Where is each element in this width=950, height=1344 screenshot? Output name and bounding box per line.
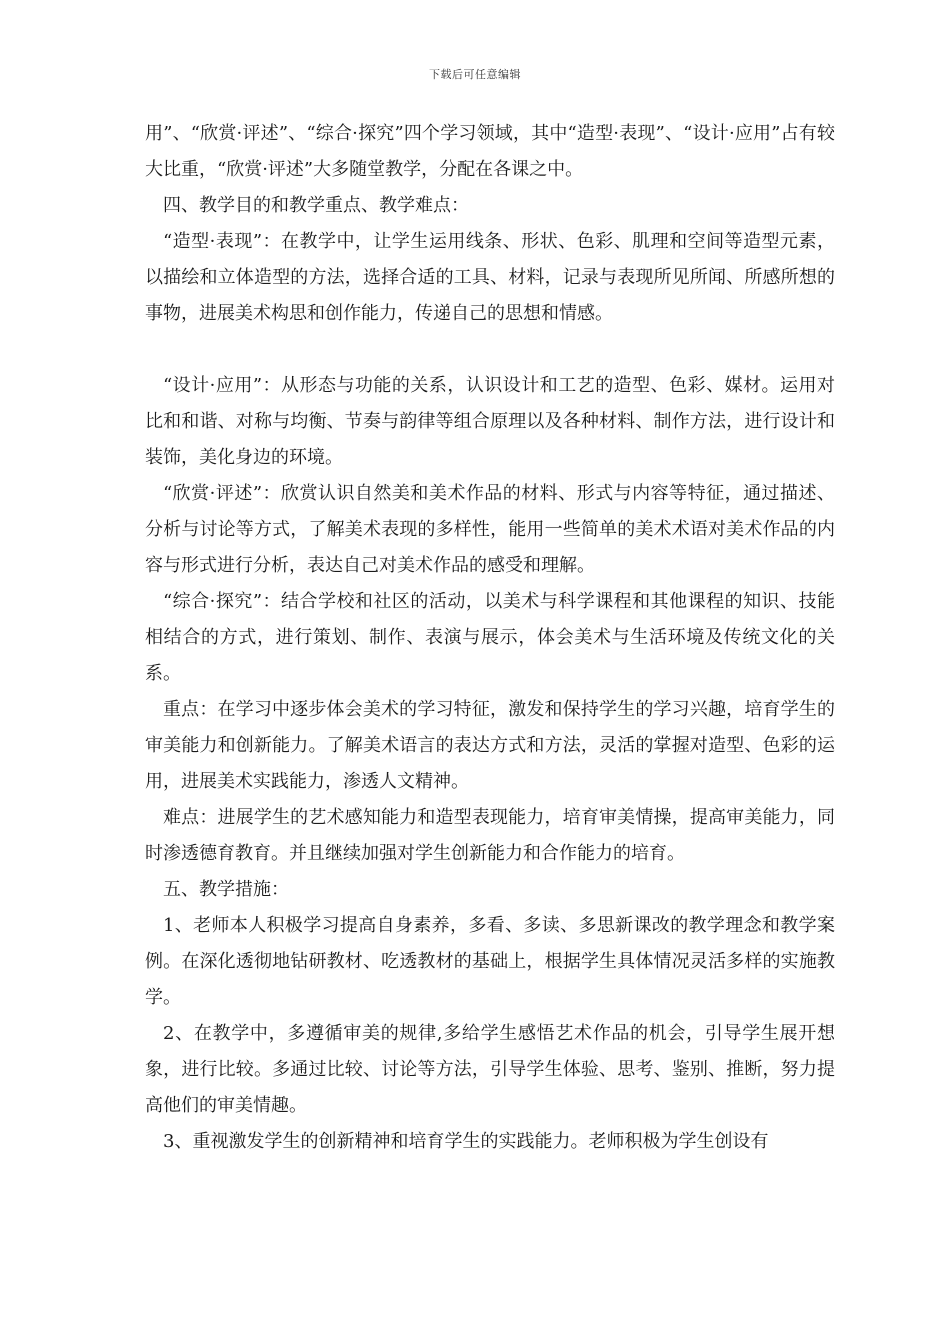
- section-heading-objectives: 四、教学目的和教学重点、教学难点：: [163, 195, 469, 216]
- section-heading-measures: 五、教学措施：: [163, 879, 289, 900]
- page-header: 下载后可任意编辑: [429, 68, 521, 81]
- document-body: [145, 116, 835, 1160]
- paragraph-key-points: 重点：在学习中逐步体会美术的学习特征，激发和保持学生的学习兴趣，培育学生的审美能力和创新能力。了解美术语言的表达方式和方法，灵活的掌握对造型、色彩的运用，进展美术实践能力，渗透人文精神。: [145, 699, 835, 792]
- paragraph-synthesis-exploration: “综合·探究”：结合学校和社区的活动，以美术与科学课程和其他课程的知识、技能相结合的方式，进行策划、制作、表演与展示，体会美术与生活环境及传统文化的关系。: [145, 591, 835, 684]
- paragraph-learning-areas: 用”、“欣赏·评述”、“综合·探究”四个学习领域，其中“造型·表现”、“设计·应用”占有较大比重，“欣赏·评述”大多随堂教学，分配在各课之中。: [145, 123, 835, 180]
- blank-line: [145, 332, 835, 368]
- paragraph-measure-1: 1、老师本人积极学习提高自身素养，多看、多读、多思新课改的教学理念和教学案例。在深化透彻地钻研教材、吃透教材的基础上，根据学生具体情况灵活多样的实施教学。: [145, 915, 835, 1008]
- paragraph-appreciation-review: “欣赏·评述”：欣赏认识自然美和美术作品的材料、形式与内容等特征，通过描述、分析与讨论等方式，了解美术表现的多样性，能用一些简单的美术术语对美术作品的内容与形式进行分析，表达自己对美术作品的感受和理解。: [145, 483, 835, 576]
- paragraph-difficulties: 难点：进展学生的艺术感知能力和造型表现能力，培育审美情操，提高审美能力，同时渗透德育教育。并且继续加强对学生创新能力和合作能力的培育。: [145, 807, 835, 864]
- paragraph-modeling-expression: “造型·表现”：在教学中，让学生运用线条、形状、色彩、肌理和空间等造型元素，以描绘和立体造型的方法，选择合适的工具、材料，记录与表现所见所闻、所感所想的事物，进展美术构思和创作能力，传递自己的思想和情感。: [145, 231, 835, 324]
- paragraph-design-application: “设计·应用”：从形态与功能的关系，认识设计和工艺的造型、色彩、媒材。运用对比和和谐、对称与均衡、节奏与韵律等组合原理以及各种材料、制作方法，进行设计和装饰，美化身边的环境。: [145, 375, 835, 468]
- paragraph-measure-3: 3、重视激发学生的创新精神和培育学生的实践能力。老师积极为学生创设有: [163, 1131, 769, 1152]
- paragraph-measure-2: 2、在教学中，多遵循审美的规律,多给学生感悟艺术作品的机会，引导学生展开想象，进行比较。多通过比较、讨论等方法，引导学生体验、思考、鉴别、推断，努力提高他们的审美情趣。: [145, 1023, 835, 1116]
